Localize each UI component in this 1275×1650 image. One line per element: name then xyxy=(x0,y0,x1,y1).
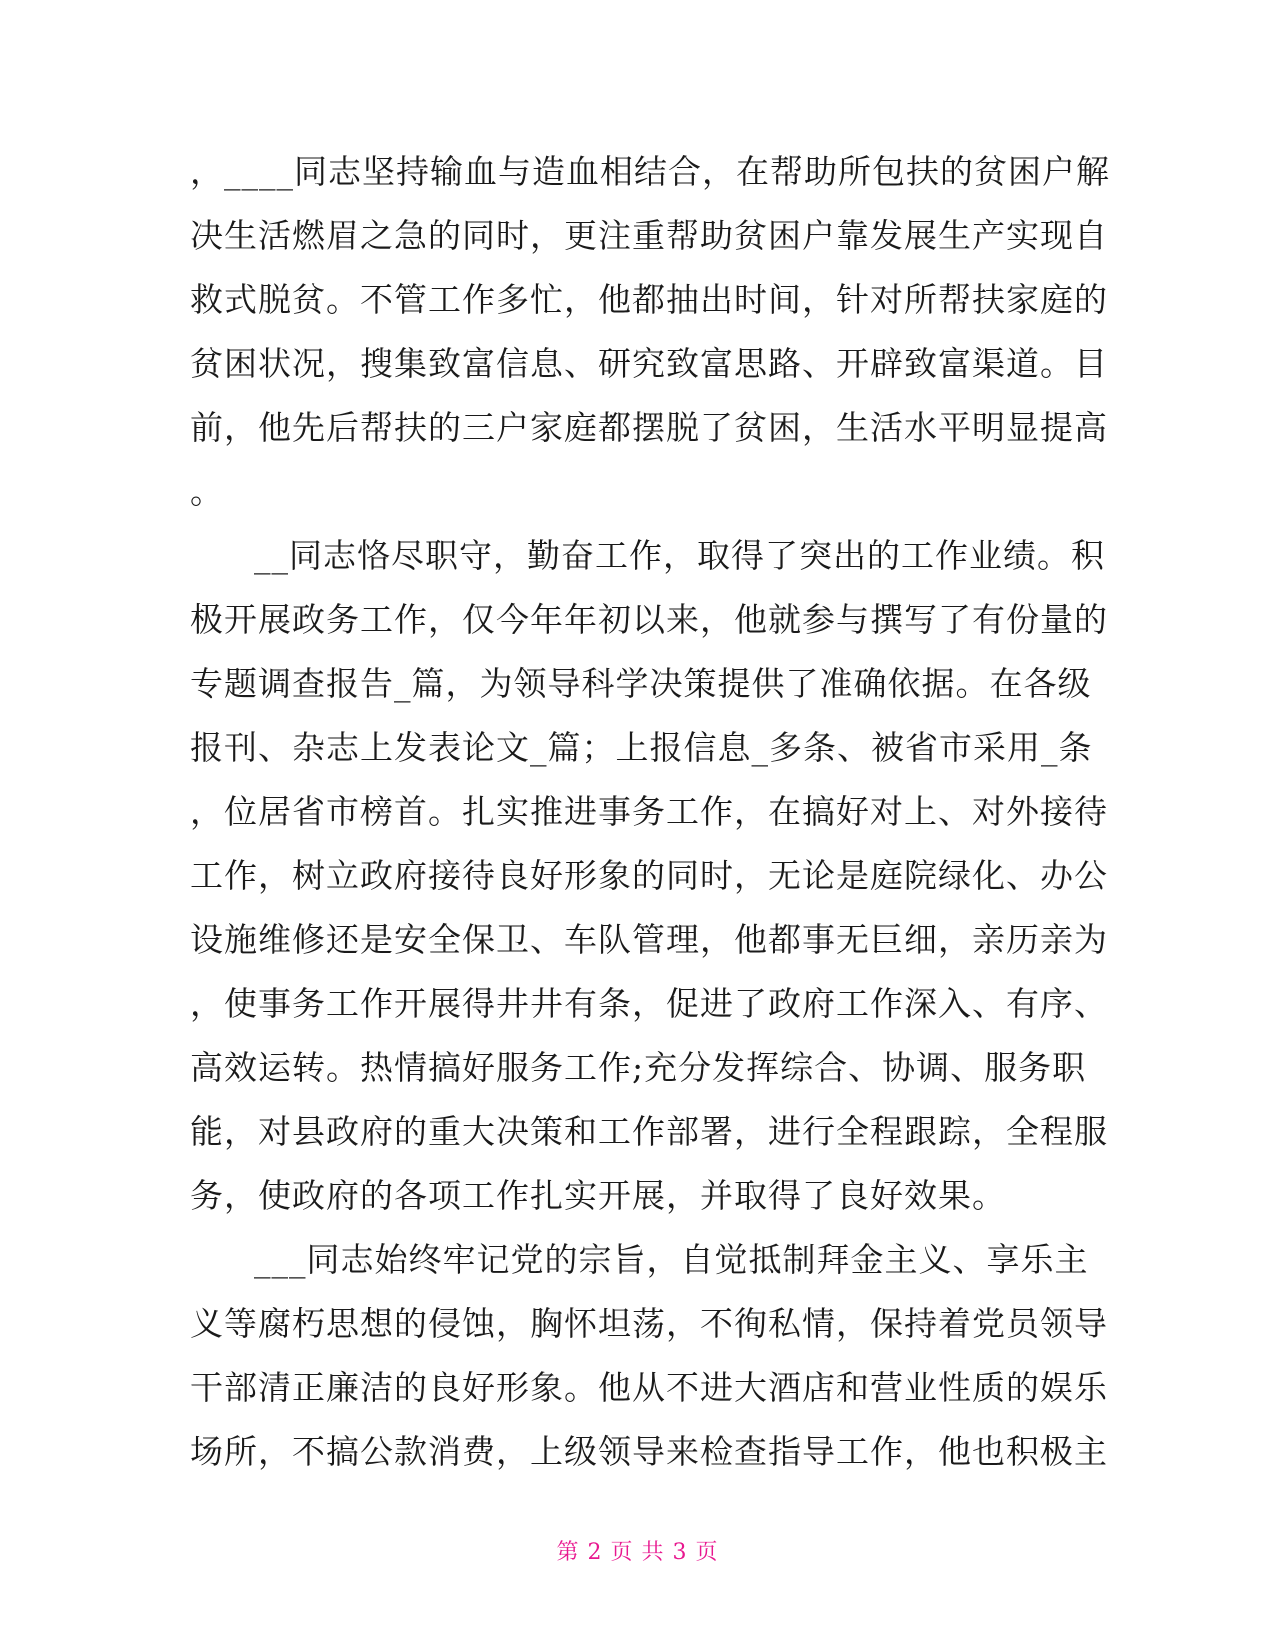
text-line: 救式脱贫。不管工作多忙，他都抽出时间，针对所帮扶家庭的 xyxy=(190,280,1108,319)
text-line: ，____同志坚持输血与造血相结合，在帮助所包扶的贫困户解 xyxy=(190,152,1110,191)
text-line: 决生活燃眉之急的同时，更注重帮助贫困户靠发展生产实现自 xyxy=(190,216,1108,255)
text-line: 极开展政务工作，仅今年年初以来，他就参与撰写了有份量的 xyxy=(190,600,1108,639)
text-line: 高效运转。热情搞好服务工作;充分发挥综合、协调、服务职 xyxy=(190,1048,1087,1087)
paragraph-start-line: ___同志始终牢记党的宗旨，自觉抵制拜金主义、享乐主 xyxy=(254,1240,1089,1279)
footer-middle: 页 共 xyxy=(610,1540,665,1565)
text-line: 贫困状况，搜集致富信息、研究致富思路、开辟致富渠道。目 xyxy=(190,344,1108,383)
text-line: ，使事务工作开展得井井有条，促进了政府工作深入、有序、 xyxy=(190,984,1108,1023)
text-line: 场所，不搞公款消费，上级领导来检查指导工作，他也积极主 xyxy=(190,1432,1108,1471)
text-line: 务，使政府的各项工作扎实开展，并取得了良好效果。 xyxy=(190,1176,1006,1215)
current-page-number: 2 xyxy=(587,1540,603,1565)
text-line: 义等腐朽思想的侵蚀，胸怀坦荡，不徇私情，保持着党员领导 xyxy=(190,1304,1108,1343)
text-line: 设施维修还是安全保卫、车队管理，他都事无巨细，亲历亲为 xyxy=(190,920,1108,959)
footer-suffix: 页 xyxy=(695,1540,719,1565)
body-text xyxy=(190,140,1110,1484)
text-line: 干部清正廉洁的良好形象。他从不进大酒店和营业性质的娱乐 xyxy=(190,1368,1108,1407)
page-footer xyxy=(0,1535,1275,1566)
text-line: 能，对县政府的重大决策和工作部署，进行全程跟踪，全程服 xyxy=(190,1112,1108,1151)
paragraph-start-line: __同志恪尽职守，勤奋工作，取得了突出的工作业绩。积 xyxy=(254,536,1105,575)
text-line: ，位居省市榜首。扎实推进事务工作，在搞好对上、对外接待 xyxy=(190,792,1108,831)
total-pages-number: 3 xyxy=(672,1540,688,1565)
text-line: 专题调查报告_篇，为领导科学决策提供了准确依据。在各级 xyxy=(190,664,1092,703)
text-line: 工作，树立政府接待良好形象的同时，无论是庭院绿化、办公 xyxy=(190,856,1108,895)
text-line: 报刊、杂志上发表论文_篇；上报信息_多条、被省市采用_条 xyxy=(190,728,1093,767)
footer-prefix: 第 xyxy=(556,1540,580,1565)
text-line: 前，他先后帮扶的三户家庭都摆脱了贫困，生活水平明显提高 xyxy=(190,408,1108,447)
text-line: 。 xyxy=(190,472,224,511)
